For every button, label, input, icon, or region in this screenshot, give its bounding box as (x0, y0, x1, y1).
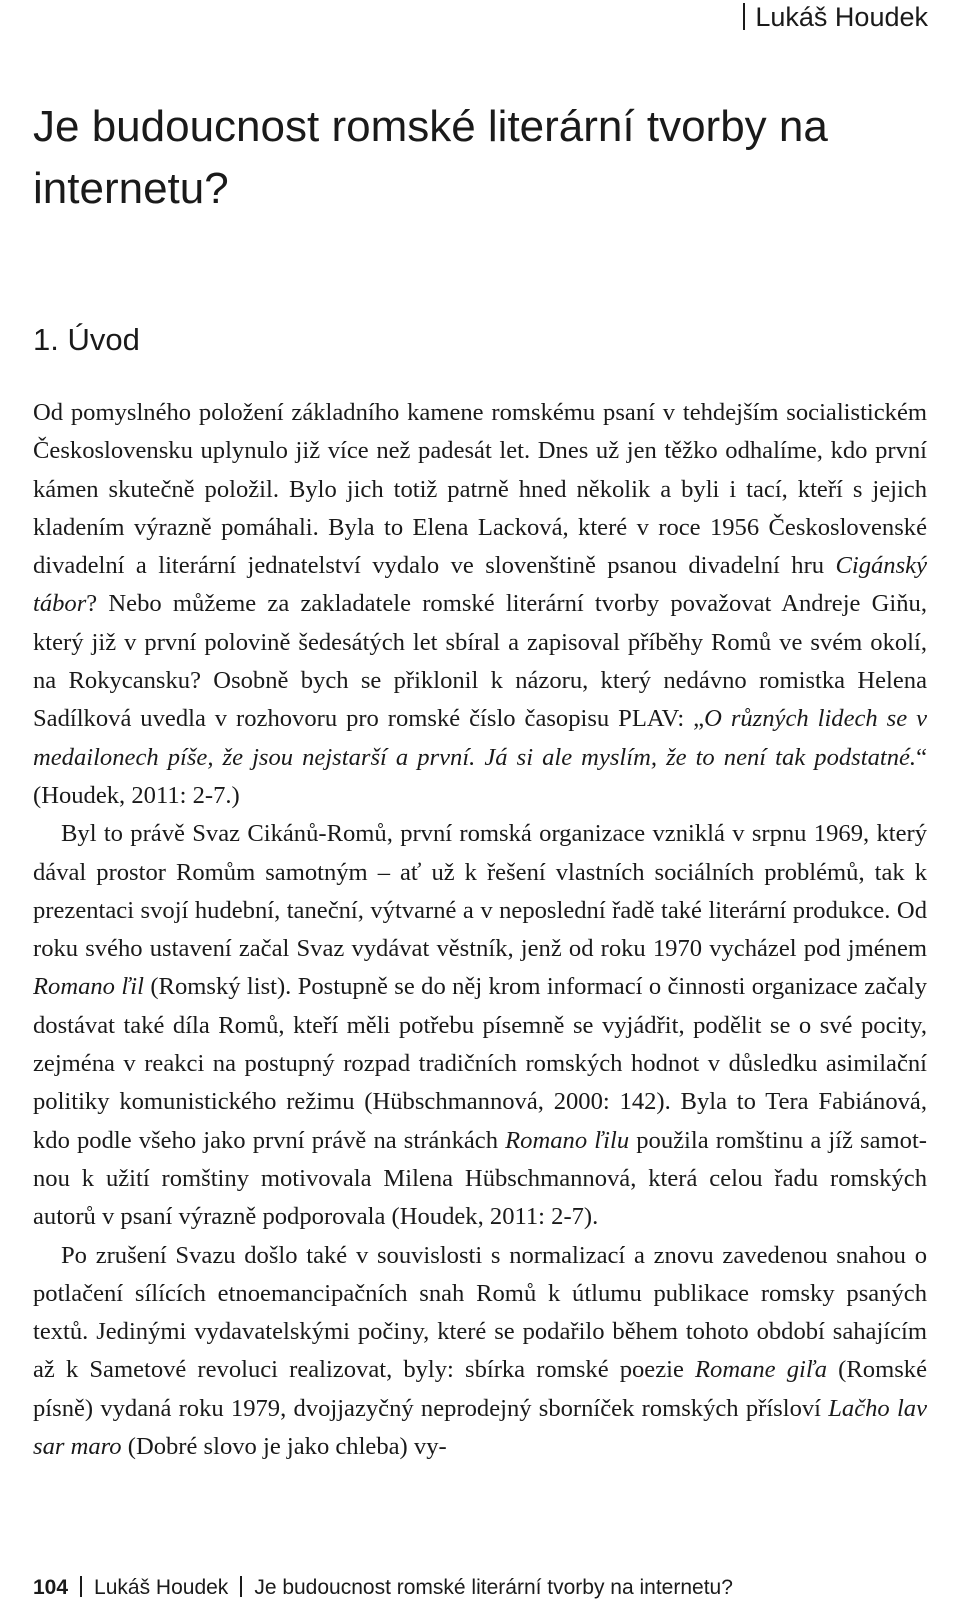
section-heading: 1. Úvod (33, 322, 140, 357)
paragraph-text: Byl to právě Svaz Cikánů-Romů, první romská organizace vzniklá v srpnu 1969, který dával prostor Romům samotným – ať už k řešení vlastních sociálních problémů, tak k prezentaci svojí hudební, taneční, výtvarné a v neposlední řadě také literární produkce. Od roku svého ustavení začal Svaz vydávat věstník, jenž od roku 1970 vycházel pod jménem (33, 820, 927, 963)
paragraph-text: Od pomyslného položení základního kamene romskému psaní v tehdejším socialistickém Československu uplynulo již více než padesát let. Dnes už jen těžko odhalíme, kdo první kámen skutečně položil. Bylo jich totiž patrně hned několik a byli i tací, kteří s jejich kladením výrazně pomáhali. Byla to Elena Lacková, které v roce 1956 Československé divadelní a literární jednatelství vydalo ve slovenštině psanou divadelní hru (33, 399, 927, 580)
paragraph-1 (33, 394, 927, 815)
paragraph-text: (Romský list). Postupně se do něj krom informací o činnosti organizace začaly dostávat také díla Romů, kteří měli potřebu písemně se vyjádřit, podělit se o své pocity, zejména v reakci na postupný rozpad tradičních romských hodnot v důsledku asimilační politiky komunistického režimu (Hübschmannová, 2000: 142). Byla to Tera Fabiánová, kdo podle všeho jako první právě na stránkách (33, 973, 927, 1154)
article-body (33, 394, 927, 1502)
footer-divider (80, 1576, 82, 1597)
page-footer (33, 1573, 733, 1603)
footer-title: Je budoucnost romské literární tvorby na internetu? (254, 1576, 733, 1599)
quotation: O různých lidech se v medailonech píše, že jsou nejstarší a první. Já si ale myslím, že to není tak podstatné. (33, 705, 927, 771)
book-title: Lačho lav sar maro (33, 1394, 927, 1461)
running-head (743, 0, 928, 34)
book-title: Cigánský tábor (33, 552, 927, 618)
paragraph-3 (33, 1237, 927, 1467)
paragraph-text: “ (Houdek, 2011: 2-7.) (33, 743, 927, 809)
footer-divider (240, 1576, 242, 1597)
periodical-title: Romano ľil (33, 973, 144, 1001)
periodical-title: Romano ľilu (505, 1126, 630, 1154)
paragraph-2 (33, 815, 927, 1236)
paragraph-text: použila romštinu a jíž samotnou k užití romštiny motivovala Milena Hübschmannová, která celou řadu romských autorů v psaní výrazně podporovala (Houdek, 2011: 2-7). (33, 1126, 927, 1231)
running-head-divider (743, 3, 745, 30)
footer-author: Lukáš Houdek (94, 1576, 229, 1599)
running-head-author: Lukáš Houdek (755, 2, 928, 32)
book-title: Romane giľa (695, 1356, 828, 1384)
paragraph-text: Po zrušení Svazu došlo také v souvislosti s normalizací a znovu zavedenou snahou o potlačení sílících etnoemancipačních snah Romů k útlumu publikace romsky psaných textů. Jedinými vydavatelskými počiny, které se podařilo během tohoto období sahajícím až k Sametové revoluci realizovat, byly: sbírka romské poezie (33, 1241, 927, 1384)
page-number: 104 (33, 1576, 69, 1599)
paragraph-text: ? Nebo můžeme za zakladatele romské literární tvorby považovat Andreje Giňu, který již v první polovině šedesátých let sbíral a zapisoval příběhy Romů ve svém okolí, na Rokycansku? Osobně bych se přiklonil k názoru, který nedávno romistka Helena Sadílková uvedla v rozhovoru pro romské číslo časopisu PLAV: „ (33, 590, 927, 733)
paragraph-text: (Dobré slovo je jako chleba) vy- (121, 1433, 447, 1461)
paragraph-text: (Romské písně) vydaná roku 1979, dvojjazyčný neprodejný sborníček romských přísloví (33, 1356, 927, 1422)
article-title: Je budoucnost romské literární tvorby na internetu? (33, 102, 828, 213)
